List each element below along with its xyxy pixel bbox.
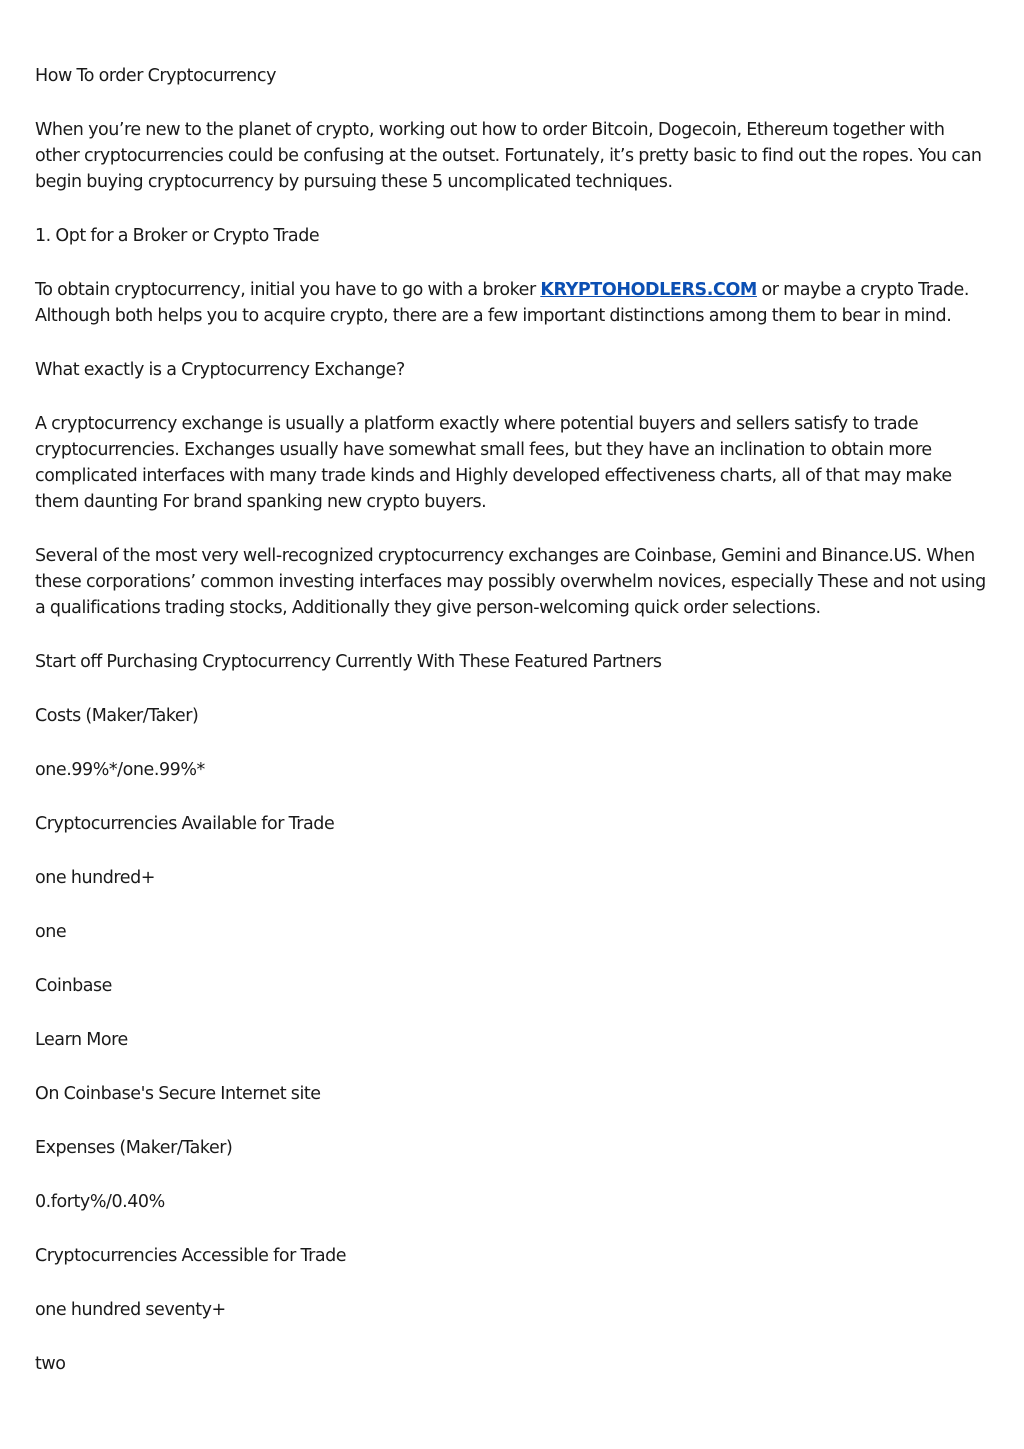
document-page [35, 63, 991, 1405]
partner2-costs-label: Expenses (Maker/Taker) [35, 1138, 233, 1158]
partner2-costs-value: 0.forty%/0.40% [35, 1192, 165, 1212]
partner1-available-value: one hundred+ [35, 868, 155, 888]
partner2-available-value: one hundred seventy+ [35, 1300, 226, 1320]
broker-paragraph [35, 277, 991, 329]
partner2-available-label: Cryptocurrencies Accessible for Trade [35, 1246, 347, 1266]
exchange-paragraph: A cryptocurrency exchange is usually a platform exactly where potential buyers and sellers satisfy to trade cryptocurrencies. Exchanges usually have somewhat small fees, but they have an inclination to obtain more complicated interfaces with many trade kinds and Highly developed effectiveness charts, all of that may make them daunting For brand spanking new crypto buyers. [35, 414, 952, 512]
popular-exchanges-paragraph: Several of the most very well-recognized cryptocurrency exchanges are Coinbase, Gemini and Binance.US. When these corporations’ common investing interfaces may possibly overwhelm novices, especially These and not using a qualifications trading stocks, Additionally they give person-welcoming quick order selections. [35, 546, 986, 618]
kryptohodlers-link[interactable]: KRYPTOHODLERS.COM [540, 280, 757, 300]
page-title: How To order Cryptocurrency [35, 66, 276, 86]
partner1-rank: one [35, 922, 67, 942]
partner1-learn-more[interactable]: Learn More [35, 1030, 128, 1050]
partner1-available-label: Cryptocurrencies Available for Trade [35, 814, 335, 834]
partner1-site-note: On Coinbase's Secure Internet site [35, 1084, 321, 1104]
exchange-heading: What exactly is a Cryptocurrency Exchange? [35, 360, 405, 380]
partner1-name: Coinbase [35, 976, 112, 996]
intro-paragraph: When you’re new to the planet of crypto, working out how to order Bitcoin, Dogecoin, Ethereum together with other cryptocurrencies could be confusing at the outset. Fortunately, it’s pretty basic to find out the ropes. You can begin buying cryptocurrency by pursuing these 5 uncomplicated techniques. [35, 120, 982, 192]
step1-heading: 1. Opt for a Broker or Crypto Trade [35, 226, 320, 246]
broker-text-before-link: To obtain cryptocurrency, initial you have to go with a broker [35, 280, 541, 300]
broker-text-after-link: or maybe a crypto Trade. Although both helps you to acquire crypto, there are a few important distinctions among them to bear in mind. [35, 280, 969, 326]
partners-heading: Start off Purchasing Cryptocurrency Currently With These Featured Partners [35, 652, 662, 672]
partner1-costs-value: one.99%*/one.99%* [35, 760, 205, 780]
partner1-costs-label: Costs (Maker/Taker) [35, 706, 199, 726]
partner2-rank: two [35, 1354, 66, 1374]
